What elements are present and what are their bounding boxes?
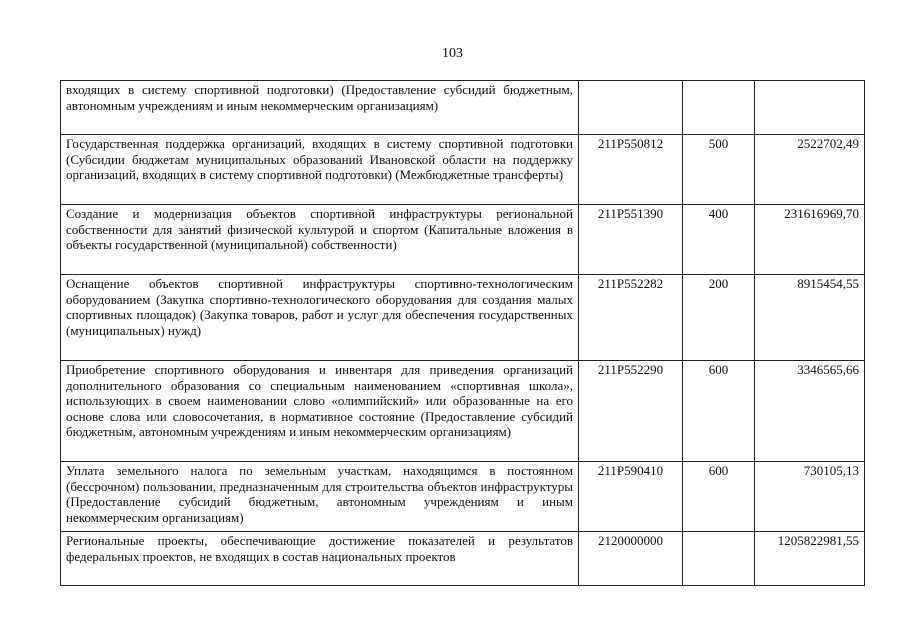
target-code-cell: 211P552282 xyxy=(579,275,683,361)
budget-table xyxy=(60,80,865,586)
amount-cell xyxy=(755,81,865,135)
target-code-cell: 211P552290 xyxy=(579,361,683,462)
item-name-cell: Государственная поддержка организаций, входящих в систему спортивной подготовки (Субсидии бюджетам муниципальных образований Ивановской области на поддержку организаций, входящих в систему спортивной подготовки) (Межбюджетные трансферты) xyxy=(61,135,579,205)
item-name-cell: Региональные проекты, обеспечивающие достижение показателей и результатов федеральных проектов, не входящих в состав национальных проектов xyxy=(61,532,579,586)
item-name-cell: Уплата земельного налога по земельным участкам, находящимся в постоянном (бессрочном) пользовании, предназначенным для строительства объектов инфраструктуры (Предоставление субсидий бюджетным, автономным учреждениям и иным некоммерческим организациям) xyxy=(61,462,579,532)
item-name-cell: входящих в систему спортивной подготовки) (Предоставление субсидий бюджетным, автономным учреждениям и иным некоммерческим организациям) xyxy=(61,81,579,135)
target-code-cell: 211P551390 xyxy=(579,205,683,275)
expense-type-cell: 200 xyxy=(683,275,755,361)
target-code-cell: 211P590410 xyxy=(579,462,683,532)
table-row xyxy=(61,275,865,361)
amount-cell: 231616969,70 xyxy=(755,205,865,275)
amount-cell: 1205822981,55 xyxy=(755,532,865,586)
expense-type-cell: 500 xyxy=(683,135,755,205)
expense-type-cell: 600 xyxy=(683,361,755,462)
expense-type-cell: 400 xyxy=(683,205,755,275)
item-name-cell: Оснащение объектов спортивной инфраструктуры спортивно-технологическим оборудованием (Закупка спортивно-технологического оборудования для создания малых спортивных площадок) (Закупка товаров, работ и услуг для обеспечения государственных (муниципальных) нужд) xyxy=(61,275,579,361)
item-name-cell: Приобретение спортивного оборудования и инвентаря для приведения организаций дополнительного образования со специальным наименованием «спортивная школа», использующих в своем наименовании слово «олимпийский» или образованные на его основе слова или словосочетания, в нормативное состояние (Предоставление субсидий бюджетным, автономным учреждениям и иным некоммерческим организациям) xyxy=(61,361,579,462)
item-name-cell: Создание и модернизация объектов спортивной инфраструктуры региональной собственности для занятий физической культурой и спортом (Капитальные вложения в объекты государственной (муниципальной) собственности) xyxy=(61,205,579,275)
table-row xyxy=(61,361,865,462)
target-code-cell: 2120000000 xyxy=(579,532,683,586)
amount-cell: 730105,13 xyxy=(755,462,865,532)
table-row xyxy=(61,532,865,586)
target-code-cell xyxy=(579,81,683,135)
expense-type-cell xyxy=(683,532,755,586)
amount-cell: 3346565,66 xyxy=(755,361,865,462)
page-number: 103 xyxy=(442,46,463,61)
table-row xyxy=(61,81,865,135)
expense-type-cell xyxy=(683,81,755,135)
amount-cell: 8915454,55 xyxy=(755,275,865,361)
table-row xyxy=(61,135,865,205)
amount-cell: 2522702,49 xyxy=(755,135,865,205)
expense-type-cell: 600 xyxy=(683,462,755,532)
target-code-cell: 211P550812 xyxy=(579,135,683,205)
table-row xyxy=(61,205,865,275)
table-row xyxy=(61,462,865,532)
